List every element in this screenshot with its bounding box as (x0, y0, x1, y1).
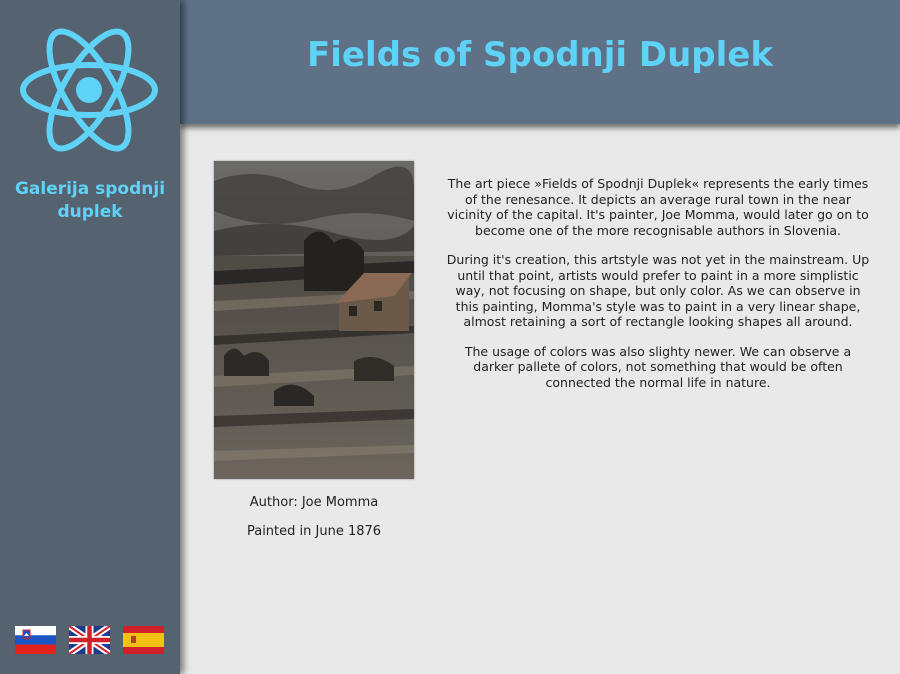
artwork-date: Painted in June 1876 (246, 524, 382, 539)
description-paragraph: The art piece »Fields of Spodnji Duplek« represents the early times of the renesance. It depicts an average rural town in the near vicinity of the capital. It's painter, Joe Momma, would later go on to become one of the more recognisable authors in Slovenia. (447, 176, 869, 238)
site-title: Galerija spodnji duplek (14, 179, 166, 222)
header (180, 0, 900, 124)
react-atom-icon[interactable] (18, 26, 160, 154)
page-title: Fields of Spodnji Duplek (307, 35, 773, 75)
sidebar (0, 0, 180, 674)
uk-flag-icon[interactable] (69, 626, 110, 654)
language-flags (15, 626, 164, 654)
description-paragraph: The usage of colors was also slighty newer. We can observe a darker pallete of colors, not something that would be often connected the normal life in nature. (464, 343, 852, 390)
artwork-author: Author: Joe Momma (249, 495, 379, 510)
spanish-flag-icon[interactable] (123, 626, 164, 654)
slovenian-flag-icon[interactable] (15, 626, 56, 654)
description-paragraph: During it's creation, this artstyle was not yet in the mainstream. Up until that point, artists would prefer to paint in a more simplistic way, not focusing on shape, but only color. As we can observe in this painting, Momma's style was to paint in a very linear shape, almost retaining a sort of rectangle looking shapes all around. (446, 252, 870, 329)
painting-image[interactable] (214, 161, 414, 479)
artwork-description (445, 176, 871, 404)
